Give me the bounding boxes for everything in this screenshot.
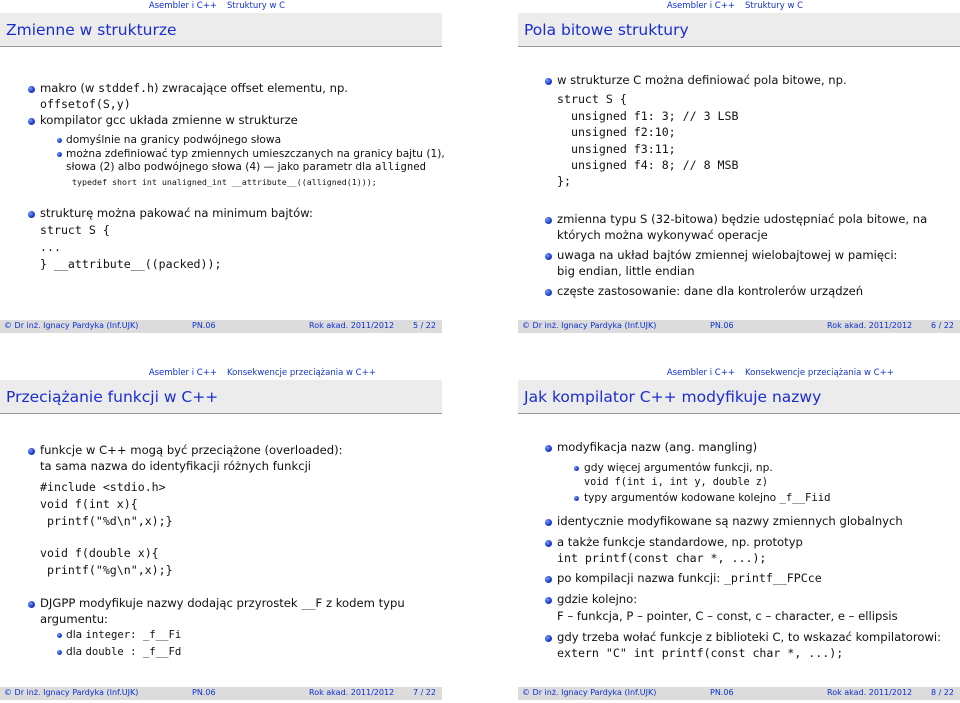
code-line: int printf(const char *, ...); [557, 551, 767, 565]
text-line: argumentu: [40, 612, 108, 626]
bullet-icon [57, 138, 62, 143]
text-line: modyfikacja nazw (ang. mangling) [557, 440, 758, 454]
bullet-icon [574, 496, 579, 501]
footer-page: 6 / 22 [930, 321, 954, 330]
slide-6 [518, 0, 960, 333]
code-line: printf("%g\n",x);} [40, 563, 173, 577]
code-line: }; [557, 174, 571, 188]
text-line: makro (w stddef.h) zwracające offset elementu, np. [40, 81, 348, 95]
footer-course: PN.06 [192, 321, 216, 330]
footer-year: Rok akad. 2011/2012 [309, 688, 395, 697]
text-line: ta sama nazwa do identyfikacji różnych funkcji [40, 459, 312, 473]
nav-subsection[interactable]: Konsekwencje przeciążania w C++ [227, 368, 376, 378]
code-line: extern "C" int printf(const char *, ...); [557, 646, 844, 660]
code-line: void f(int i, int y, double z) [584, 477, 769, 488]
code-line: typedef short int unaligned_int __attribute__((alligned(1))); [72, 177, 377, 187]
text-line: częste zastosowanie: dane dla kontrolerów urządzeń [557, 284, 864, 298]
bullet-icon [545, 445, 552, 452]
code-line: struct S { [557, 92, 627, 106]
code-line: offsetof(S,y) [40, 97, 131, 111]
slide-nav [518, 367, 960, 380]
nav-section[interactable]: Asembler i C++ [666, 1, 735, 11]
text-line: identycznie modyfikowane są nazwy zmiennych globalnych [557, 514, 903, 528]
bullet-icon [545, 519, 552, 526]
slide-title-bar [518, 13, 960, 46]
nav-section[interactable]: Asembler i C++ [666, 368, 735, 378]
bullet-icon [57, 152, 62, 157]
footer-course: PN.06 [710, 321, 734, 330]
text-line: typy argumentów kodowane kolejno _f__Fiid [584, 492, 831, 504]
slide-title-bar [0, 380, 442, 413]
slide-8 [518, 367, 960, 700]
code-line: unsigned f2:10; [557, 125, 676, 139]
footer-page: 7 / 22 [412, 688, 436, 697]
nav-subsection[interactable]: Struktury w C [745, 1, 804, 11]
slide-title: Przeciążanie funkcji w C++ [6, 388, 219, 406]
bullet-icon [545, 576, 552, 583]
text-line: dla double : _f__Fd [66, 646, 182, 658]
text-line: domyślnie na granicy podwójnego słowa [66, 134, 282, 146]
slide-nav [0, 0, 442, 13]
bullet-icon [545, 597, 552, 604]
footer-author: © Dr inż. Ignacy Pardyka (Inf.UJK) [522, 321, 657, 330]
footer-year: Rok akad. 2011/2012 [827, 688, 913, 697]
text-line: F – funkcja, P – pointer, C – const, c – character, e – ellipsis [557, 609, 898, 623]
slide-nav [518, 0, 960, 13]
text-line: po kompilacji nazwa funkcji: _printf__FPCce [557, 571, 822, 585]
bullet-icon [545, 635, 552, 642]
nav-section[interactable]: Asembler i C++ [148, 368, 217, 378]
bullet-icon [57, 633, 62, 638]
bullet-icon [28, 86, 35, 93]
footer-author: © Dr inż. Ignacy Pardyka (Inf.UJK) [4, 321, 139, 330]
text-line: których można wykonywać operacje [557, 228, 768, 242]
text-line: słowa (2) albo podwójnego słowa (4) — jako parametr dla alligned [66, 161, 426, 173]
code-line: unsigned f4: 8; // 8 MSB [557, 158, 739, 172]
bullet-icon [545, 540, 552, 547]
slide-title-bar [0, 13, 442, 46]
text-line: gdy więcej argumentów funkcji, np. [584, 462, 773, 474]
footer-year: Rok akad. 2011/2012 [309, 321, 395, 330]
footer-author: © Dr inż. Ignacy Pardyka (Inf.UJK) [522, 688, 657, 697]
text-line: DJGPP modyfikuje nazwy dodając przyrostek __F z kodem typu [40, 596, 405, 610]
text-line: można zdefiniować typ zmiennych umieszczanych na granicy bajtu (1), [66, 148, 445, 160]
bullet-icon [545, 289, 552, 296]
code-line: } __attribute__((packed)); [40, 257, 222, 271]
slide-footer [518, 687, 960, 700]
footer-course: PN.06 [192, 688, 216, 697]
text-line: gdy trzeba wołać funkcje z biblioteki C, to wskazać kompilatorowi: [557, 630, 942, 644]
text-line: uwaga na układ bajtów zmiennej wielobajtowej w pamięci: [557, 248, 898, 262]
text-line: strukturę można pakować na minimum bajtów: [40, 206, 313, 220]
text-line: dla integer: _f__Fi [66, 629, 182, 641]
code-line: void f(double x){ [40, 546, 159, 560]
bullet-icon [28, 211, 35, 218]
text-line: funkcje w C++ mogą być przeciążone (overloaded): [40, 443, 343, 457]
nav-subsection[interactable]: Konsekwencje przeciążania w C++ [745, 368, 894, 378]
footer-course: PN.06 [710, 688, 734, 697]
footer-year: Rok akad. 2011/2012 [827, 321, 913, 330]
code-line: void f(int x){ [40, 497, 138, 511]
slide-title: Zmienne w strukturze [6, 21, 177, 39]
slide-5 [0, 0, 445, 333]
slide-title-bar [518, 380, 960, 413]
bullet-icon [57, 650, 62, 655]
text-line: big endian, little endian [557, 264, 695, 278]
nav-subsection[interactable]: Struktury w C [227, 1, 286, 11]
nav-section[interactable]: Asembler i C++ [148, 1, 217, 11]
footer-page: 8 / 22 [930, 688, 954, 697]
code-line: unsigned f3:11; [557, 142, 676, 156]
text-line: a także funkcje standardowe, np. prototyp [557, 535, 803, 549]
text-line: zmienna typu S (32-bitowa) będzie udostępniać pola bitowe, na [557, 212, 928, 226]
slide-title: Pola bitowe struktury [524, 21, 689, 39]
slide-7 [0, 367, 442, 700]
text-line: gdzie kolejno: [557, 592, 638, 606]
code-line: struct S { [40, 223, 110, 237]
slide-footer [518, 320, 960, 333]
footer-page: 5 / 22 [412, 321, 436, 330]
text-line: w strukturze C można definiować pola bitowe, np. [557, 73, 847, 87]
bullet-icon [28, 601, 35, 608]
bullet-icon [574, 466, 579, 471]
bullet-icon [545, 78, 552, 85]
bullet-icon [28, 448, 35, 455]
slide-footer [0, 320, 442, 333]
slide-nav [0, 367, 442, 380]
code-line: #include <stdio.h> [40, 480, 166, 494]
slide-title: Jak kompilator C++ modyfikuje nazwy [524, 388, 822, 406]
code-line: printf("%d\n",x);} [40, 514, 173, 528]
bullet-icon [545, 217, 552, 224]
footer-author: © Dr inż. Ignacy Pardyka (Inf.UJK) [4, 688, 139, 697]
code-line: unsigned f1: 3; // 3 LSB [557, 109, 739, 123]
slide-footer [0, 687, 442, 700]
bullet-icon [545, 253, 552, 260]
code-line: ... [40, 240, 61, 254]
text-line: kompilator gcc układa zmienne w strukturze [40, 113, 298, 127]
bullet-icon [28, 118, 35, 125]
